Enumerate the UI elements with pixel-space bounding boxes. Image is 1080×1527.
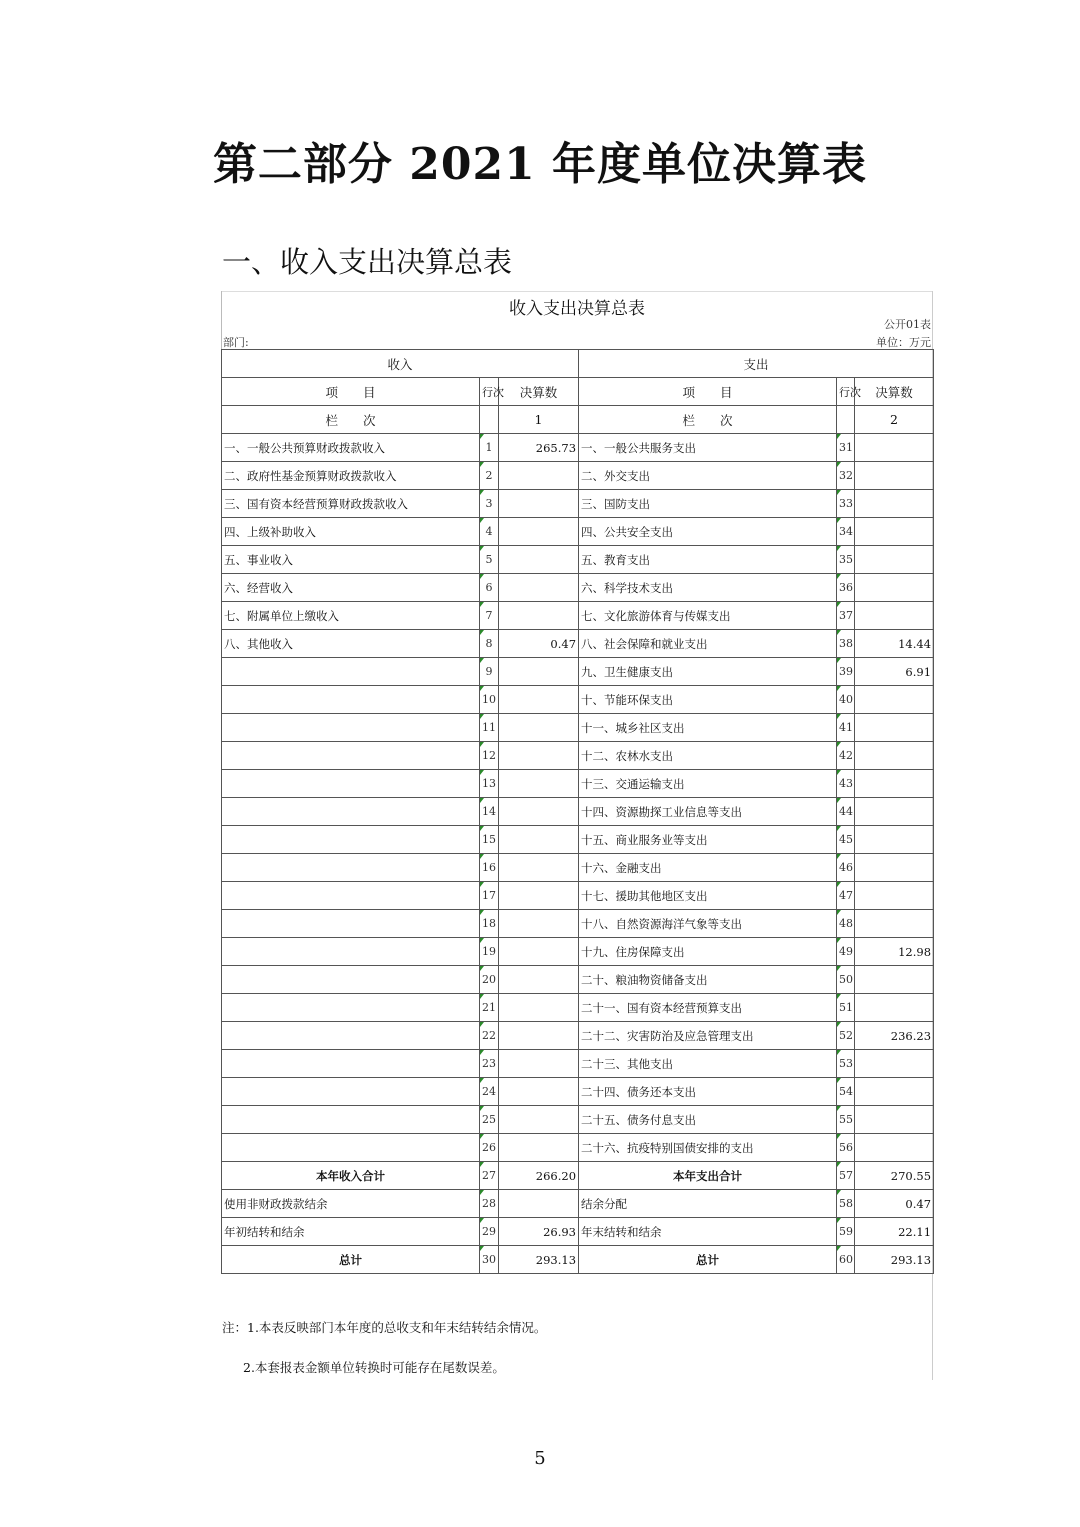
income-item bbox=[222, 714, 480, 742]
income-item bbox=[222, 798, 480, 826]
expense-amount: 14.44 bbox=[855, 630, 934, 658]
expense-amount bbox=[855, 966, 934, 994]
income-line-no: 2 bbox=[480, 462, 499, 490]
table-row bbox=[222, 490, 934, 518]
expense-amount bbox=[855, 854, 934, 882]
income-line-no: 7 bbox=[480, 602, 499, 630]
income-item bbox=[222, 938, 480, 966]
page-number: 5 bbox=[534, 1448, 546, 1469]
expense-line-no: 60 bbox=[837, 1246, 855, 1274]
expense-amount bbox=[855, 1050, 934, 1078]
table-row bbox=[222, 434, 934, 462]
expense-line-no: 55 bbox=[837, 1106, 855, 1134]
expense-amount bbox=[855, 1134, 934, 1162]
expense-amount bbox=[855, 770, 934, 798]
income-line-no: 6 bbox=[480, 574, 499, 602]
table-row bbox=[222, 518, 934, 546]
expense-line-no: 34 bbox=[837, 518, 855, 546]
income-amount bbox=[499, 770, 579, 798]
expense-item: 二十二、灾害防治及应急管理支出 bbox=[579, 1022, 837, 1050]
income-item bbox=[222, 882, 480, 910]
table-row bbox=[222, 630, 934, 658]
income-item bbox=[222, 1050, 480, 1078]
income-line-no: 26 bbox=[480, 1134, 499, 1162]
table-header-group bbox=[222, 350, 934, 378]
table-row bbox=[222, 966, 934, 994]
table-row bbox=[222, 574, 934, 602]
expense-line-no: 58 bbox=[837, 1190, 855, 1218]
summary-row bbox=[222, 1218, 934, 1246]
income-item: 二、政府性基金预算财政拨款收入 bbox=[222, 462, 480, 490]
expense-col-line: 行次 bbox=[837, 378, 855, 406]
expense-amount bbox=[855, 574, 934, 602]
income-lanci-blank bbox=[480, 406, 499, 434]
income-line-no: 17 bbox=[480, 882, 499, 910]
expense-line-no: 53 bbox=[837, 1050, 855, 1078]
expense-amount bbox=[855, 714, 934, 742]
expense-col-amount: 决算数 bbox=[855, 378, 934, 406]
income-summary-item: 本年收入合计 bbox=[222, 1162, 480, 1190]
expense-item: 十一、城乡社区支出 bbox=[579, 714, 837, 742]
expense-line-no: 41 bbox=[837, 714, 855, 742]
income-amount bbox=[499, 1022, 579, 1050]
income-amount bbox=[499, 1106, 579, 1134]
expense-line-no: 42 bbox=[837, 742, 855, 770]
summary-row bbox=[222, 1162, 934, 1190]
income-line-no: 18 bbox=[480, 910, 499, 938]
expense-item: 二十一、国有资本经营预算支出 bbox=[579, 994, 837, 1022]
income-amount bbox=[499, 686, 579, 714]
income-expense-table bbox=[221, 349, 934, 1274]
page-title: 第二部分 2021 年度单位决算表 bbox=[212, 139, 868, 190]
expense-amount bbox=[855, 994, 934, 1022]
expense-line-no: 49 bbox=[837, 938, 855, 966]
note-2: 2.本套报表金额单位转换时可能存在尾数误差。 bbox=[243, 1360, 505, 1375]
income-amount bbox=[499, 490, 579, 518]
expense-item: 十四、资源勘探工业信息等支出 bbox=[579, 798, 837, 826]
expense-line-no: 57 bbox=[837, 1162, 855, 1190]
expense-summary-item: 年末结转和结余 bbox=[579, 1218, 837, 1246]
income-item bbox=[222, 1022, 480, 1050]
income-amount bbox=[499, 602, 579, 630]
income-line-no: 28 bbox=[480, 1190, 499, 1218]
income-item bbox=[222, 966, 480, 994]
table-row bbox=[222, 714, 934, 742]
table-row bbox=[222, 1022, 934, 1050]
expense-amount bbox=[855, 462, 934, 490]
summary-row bbox=[222, 1190, 934, 1218]
income-summary-item: 总计 bbox=[222, 1246, 480, 1274]
income-line-no: 27 bbox=[480, 1162, 499, 1190]
expense-line-no: 46 bbox=[837, 854, 855, 882]
expense-lanci: 栏 次 bbox=[579, 406, 837, 434]
table-row bbox=[222, 686, 934, 714]
table-row bbox=[222, 770, 934, 798]
expense-item: 十五、商业服务业等支出 bbox=[579, 826, 837, 854]
expense-amount bbox=[855, 826, 934, 854]
expense-line-no: 52 bbox=[837, 1022, 855, 1050]
expense-summary-item: 结余分配 bbox=[579, 1190, 837, 1218]
income-line-no: 9 bbox=[480, 658, 499, 686]
income-item: 五、事业收入 bbox=[222, 546, 480, 574]
expense-item: 十六、金融支出 bbox=[579, 854, 837, 882]
expense-line-no: 31 bbox=[837, 434, 855, 462]
expense-lanci-blank bbox=[837, 406, 855, 434]
income-item bbox=[222, 1106, 480, 1134]
income-line-no: 21 bbox=[480, 994, 499, 1022]
expense-item: 五、教育支出 bbox=[579, 546, 837, 574]
table-row bbox=[222, 798, 934, 826]
income-amount: 0.47 bbox=[499, 630, 579, 658]
table-row bbox=[222, 658, 934, 686]
income-item bbox=[222, 1134, 480, 1162]
expense-header: 支出 bbox=[579, 350, 934, 378]
income-amount bbox=[499, 714, 579, 742]
income-amount bbox=[499, 910, 579, 938]
income-amount bbox=[499, 938, 579, 966]
income-header: 收入 bbox=[222, 350, 579, 378]
expense-item: 三、国防支出 bbox=[579, 490, 837, 518]
income-line-no: 19 bbox=[480, 938, 499, 966]
table-row bbox=[222, 826, 934, 854]
expense-item: 十三、交通运输支出 bbox=[579, 770, 837, 798]
expense-item: 十、节能环保支出 bbox=[579, 686, 837, 714]
income-amount: 26.93 bbox=[499, 1218, 579, 1246]
expense-amount bbox=[855, 798, 934, 826]
expense-line-no: 39 bbox=[837, 658, 855, 686]
income-amount bbox=[499, 462, 579, 490]
table-row bbox=[222, 742, 934, 770]
income-line-no: 25 bbox=[480, 1106, 499, 1134]
income-item: 八、其他收入 bbox=[222, 630, 480, 658]
expense-line-no: 47 bbox=[837, 882, 855, 910]
expense-line-no: 32 bbox=[837, 462, 855, 490]
income-amount bbox=[499, 1078, 579, 1106]
expense-item: 二十六、抗疫特别国债安排的支出 bbox=[579, 1134, 837, 1162]
table-row bbox=[222, 938, 934, 966]
expense-line-no: 59 bbox=[837, 1218, 855, 1246]
summary-row bbox=[222, 1246, 934, 1274]
income-item bbox=[222, 854, 480, 882]
income-item bbox=[222, 770, 480, 798]
income-line-no: 22 bbox=[480, 1022, 499, 1050]
expense-amount bbox=[855, 518, 934, 546]
expense-amount bbox=[855, 1106, 934, 1134]
expense-item: 七、文化旅游体育与传媒支出 bbox=[579, 602, 837, 630]
expense-line-no: 51 bbox=[837, 994, 855, 1022]
expense-amount bbox=[855, 910, 934, 938]
sheet-border-top bbox=[221, 291, 933, 292]
table-row bbox=[222, 882, 934, 910]
expense-summary-item: 本年支出合计 bbox=[579, 1162, 837, 1190]
department-label: 部门: bbox=[223, 336, 249, 349]
table-row bbox=[222, 602, 934, 630]
table-title: 收入支出决算总表 bbox=[509, 299, 645, 319]
income-amount bbox=[499, 1190, 579, 1218]
income-item: 三、国有资本经营预算财政拨款收入 bbox=[222, 490, 480, 518]
income-summary-item: 年初结转和结余 bbox=[222, 1218, 480, 1246]
table-row bbox=[222, 1050, 934, 1078]
expense-line-no: 48 bbox=[837, 910, 855, 938]
expense-line-no: 36 bbox=[837, 574, 855, 602]
expense-amount: 293.13 bbox=[855, 1246, 934, 1274]
expense-item: 二十三、其他支出 bbox=[579, 1050, 837, 1078]
expense-item: 十七、援助其他地区支出 bbox=[579, 882, 837, 910]
expense-amount: 6.91 bbox=[855, 658, 934, 686]
table-row bbox=[222, 1078, 934, 1106]
expense-item: 四、公共安全支出 bbox=[579, 518, 837, 546]
income-col-line: 行次 bbox=[480, 378, 499, 406]
income-amount bbox=[499, 994, 579, 1022]
expense-item: 十九、住房保障支出 bbox=[579, 938, 837, 966]
income-line-no: 1 bbox=[480, 434, 499, 462]
income-line-no: 5 bbox=[480, 546, 499, 574]
expense-item: 二十、粮油物资储备支出 bbox=[579, 966, 837, 994]
expense-line-no: 45 bbox=[837, 826, 855, 854]
table-row bbox=[222, 1106, 934, 1134]
expense-item: 十二、农林水支出 bbox=[579, 742, 837, 770]
expense-item: 八、社会保障和就业支出 bbox=[579, 630, 837, 658]
income-item bbox=[222, 1078, 480, 1106]
table-row bbox=[222, 462, 934, 490]
income-amount bbox=[499, 574, 579, 602]
table-row bbox=[222, 910, 934, 938]
expense-line-no: 35 bbox=[837, 546, 855, 574]
expense-amount: 0.47 bbox=[855, 1190, 934, 1218]
expense-item: 九、卫生健康支出 bbox=[579, 658, 837, 686]
expense-amount bbox=[855, 742, 934, 770]
income-amount bbox=[499, 742, 579, 770]
income-item: 六、经营收入 bbox=[222, 574, 480, 602]
expense-amount bbox=[855, 602, 934, 630]
expense-item: 二、外交支出 bbox=[579, 462, 837, 490]
income-amount bbox=[499, 1134, 579, 1162]
income-line-no: 13 bbox=[480, 770, 499, 798]
expense-item: 二十五、债务付息支出 bbox=[579, 1106, 837, 1134]
income-amount bbox=[499, 518, 579, 546]
income-summary-item: 使用非财政拨款结余 bbox=[222, 1190, 480, 1218]
income-item bbox=[222, 910, 480, 938]
table-row bbox=[222, 546, 934, 574]
table-header-lanci bbox=[222, 406, 934, 434]
income-col-item: 项 目 bbox=[222, 378, 480, 406]
expense-line-no: 37 bbox=[837, 602, 855, 630]
income-item bbox=[222, 742, 480, 770]
income-lanci: 栏 次 bbox=[222, 406, 480, 434]
income-line-no: 16 bbox=[480, 854, 499, 882]
income-item bbox=[222, 686, 480, 714]
expense-line-no: 50 bbox=[837, 966, 855, 994]
expense-item: 一、一般公共服务支出 bbox=[579, 434, 837, 462]
expense-amount bbox=[855, 686, 934, 714]
income-amount bbox=[499, 854, 579, 882]
income-line-no: 10 bbox=[480, 686, 499, 714]
section-title: 一、收入支出决算总表 bbox=[222, 245, 513, 279]
expense-amount bbox=[855, 882, 934, 910]
expense-amount: 12.98 bbox=[855, 938, 934, 966]
income-amount bbox=[499, 966, 579, 994]
income-line-no: 15 bbox=[480, 826, 499, 854]
table-row bbox=[222, 854, 934, 882]
income-amount: 266.20 bbox=[499, 1162, 579, 1190]
income-line-no: 23 bbox=[480, 1050, 499, 1078]
expense-item: 六、科学技术支出 bbox=[579, 574, 837, 602]
income-amount bbox=[499, 882, 579, 910]
table-header-columns bbox=[222, 378, 934, 406]
income-item: 七、附属单位上缴收入 bbox=[222, 602, 480, 630]
income-amount bbox=[499, 546, 579, 574]
income-amount: 293.13 bbox=[499, 1246, 579, 1274]
expense-summary-item: 总计 bbox=[579, 1246, 837, 1274]
income-line-no: 24 bbox=[480, 1078, 499, 1106]
expense-amount bbox=[855, 490, 934, 518]
income-col-number: 1 bbox=[499, 406, 579, 434]
expense-amount bbox=[855, 546, 934, 574]
income-amount: 265.73 bbox=[499, 434, 579, 462]
expense-item: 十八、自然资源海洋气象等支出 bbox=[579, 910, 837, 938]
income-amount bbox=[499, 826, 579, 854]
income-item bbox=[222, 658, 480, 686]
income-line-no: 8 bbox=[480, 630, 499, 658]
income-line-no: 30 bbox=[480, 1246, 499, 1274]
form-number: 公开01表 bbox=[884, 318, 931, 331]
expense-amount: 236.23 bbox=[855, 1022, 934, 1050]
expense-amount bbox=[855, 434, 934, 462]
income-line-no: 29 bbox=[480, 1218, 499, 1246]
expense-line-no: 33 bbox=[837, 490, 855, 518]
expense-col-number: 2 bbox=[855, 406, 934, 434]
table-row bbox=[222, 1134, 934, 1162]
table-row bbox=[222, 994, 934, 1022]
expense-line-no: 56 bbox=[837, 1134, 855, 1162]
expense-col-item: 项 目 bbox=[579, 378, 837, 406]
income-line-no: 3 bbox=[480, 490, 499, 518]
income-item bbox=[222, 826, 480, 854]
expense-line-no: 43 bbox=[837, 770, 855, 798]
expense-line-no: 40 bbox=[837, 686, 855, 714]
income-line-no: 11 bbox=[480, 714, 499, 742]
income-item bbox=[222, 994, 480, 1022]
income-amount bbox=[499, 658, 579, 686]
income-item: 四、上级补助收入 bbox=[222, 518, 480, 546]
expense-line-no: 44 bbox=[837, 798, 855, 826]
income-item: 一、一般公共预算财政拨款收入 bbox=[222, 434, 480, 462]
income-line-no: 14 bbox=[480, 798, 499, 826]
income-line-no: 4 bbox=[480, 518, 499, 546]
expense-line-no: 54 bbox=[837, 1078, 855, 1106]
expense-line-no: 38 bbox=[837, 630, 855, 658]
expense-amount: 270.55 bbox=[855, 1162, 934, 1190]
unit-label: 单位：万元 bbox=[876, 336, 931, 349]
income-line-no: 20 bbox=[480, 966, 499, 994]
expense-item: 二十四、债务还本支出 bbox=[579, 1078, 837, 1106]
income-line-no: 12 bbox=[480, 742, 499, 770]
expense-amount: 22.11 bbox=[855, 1218, 934, 1246]
income-amount bbox=[499, 1050, 579, 1078]
income-amount bbox=[499, 798, 579, 826]
income-col-amount: 决算数 bbox=[499, 378, 579, 406]
note-1: 注：1.本表反映部门本年度的总收支和年末结转结余情况。 bbox=[222, 1320, 547, 1335]
expense-amount bbox=[855, 1078, 934, 1106]
